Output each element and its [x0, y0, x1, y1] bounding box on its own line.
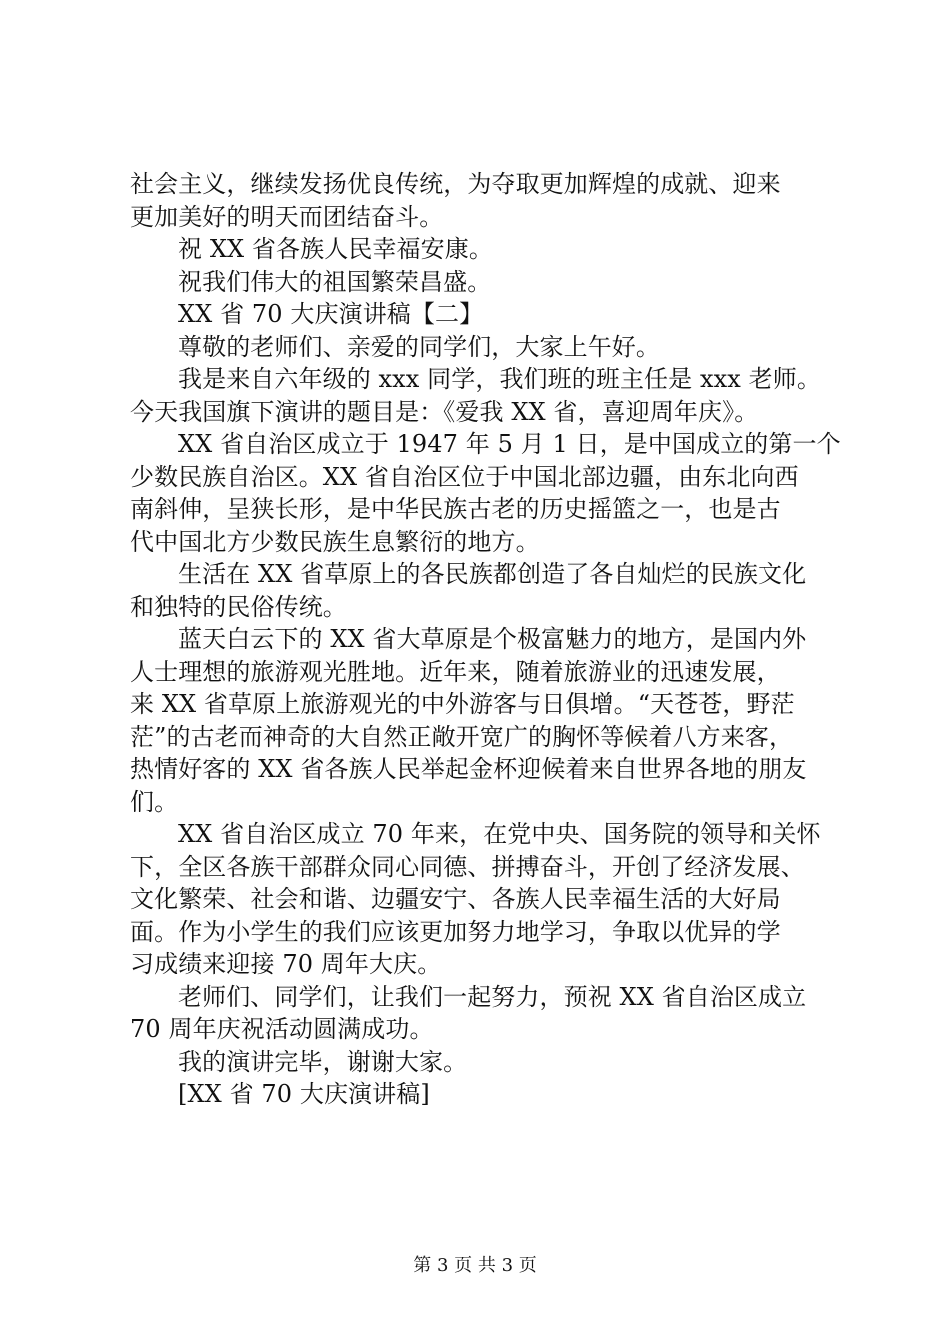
text-line: 蓝天白云下的 XX 省大草原是个极富魅力的地方，是国内外 — [178, 625, 807, 653]
text-line: 和独特的民俗传统。 — [130, 592, 347, 621]
text-line: 社会主义，继续发扬优良传统，为夺取更加辉煌的成就、迎来 — [130, 170, 781, 198]
text-line: 70 周年庆祝活动圆满成功。 — [130, 1015, 434, 1043]
text-line: 尊敬的老师们、亲爱的同学们，大家上午好。 — [178, 332, 660, 361]
text-line: 热情好客的 XX 省各族人民举起金杯迎候着来自世界各地的朋友 — [130, 755, 807, 783]
document-body — [130, 168, 841, 1111]
text-line: 祝我们伟大的祖国繁荣昌盛。 — [178, 267, 492, 296]
text-line: 我是来自六年级的 xxx 同学，我们班的班主任是 xxx 老师。 — [178, 365, 821, 393]
text-line: [XX 省 70 大庆演讲稿] — [178, 1080, 430, 1108]
text-line: 我的演讲完毕，谢谢大家。 — [178, 1047, 468, 1076]
text-line: 南斜伸，呈狭长形，是中华民族古老的历史摇篮之一，也是古 — [130, 495, 781, 523]
text-line: 少数民族自治区。XX 省自治区位于中国北部边疆，由东北向西 — [130, 462, 799, 491]
text-line: 习成绩来迎接 70 周年大庆。 — [130, 950, 442, 978]
page-footer: 第 3 页 共 3 页 — [413, 1255, 537, 1276]
text-line: 下，全区各族干部群众同心同德、拼搏奋斗，开创了经济发展、 — [130, 852, 805, 881]
text-line: 今天我国旗下演讲的题目是：《爱我 XX 省，喜迎周年庆》。 — [130, 397, 759, 426]
text-line: 茫”的古老而神奇的大自然正敞开宽广的胸怀等候着八方来客， — [130, 722, 794, 751]
text-line: 生活在 XX 省草原上的各民族都创造了各自灿烂的民族文化 — [178, 560, 807, 588]
text-line: 祝 XX 省各族人民幸福安康。 — [178, 235, 493, 263]
text-line: XX 省自治区成立 70 年来，在党中央、国务院的领导和关怀 — [178, 820, 821, 848]
text-line: 老师们、同学们，让我们一起努力，预祝 XX 省自治区成立 — [178, 982, 807, 1011]
text-line: 人士理想的旅游观光胜地。近年来，随着旅游业的迅速发展， — [130, 657, 781, 686]
text-line: XX 省自治区成立于 1947 年 5 月 1 日，是中国成立的第一个 — [178, 430, 841, 458]
text-line: 面。作为小学生的我们应该更加努力地学习，争取以优异的学 — [130, 917, 781, 946]
text-line: 更加美好的明天而团结奋斗。 — [130, 202, 444, 231]
text-line: XX 省 70 大庆演讲稿【二】 — [178, 300, 484, 328]
text-line: 代中国北方少数民族生息繁衍的地方。 — [130, 527, 540, 556]
text-line: 文化繁荣、社会和谐、边疆安宁、各族人民幸福生活的大好局 — [130, 885, 781, 913]
text-line: 来 XX 省草原上旅游观光的中外游客与日俱增。“天苍苍，野茫 — [130, 690, 795, 718]
text-line: 们。 — [130, 787, 179, 816]
